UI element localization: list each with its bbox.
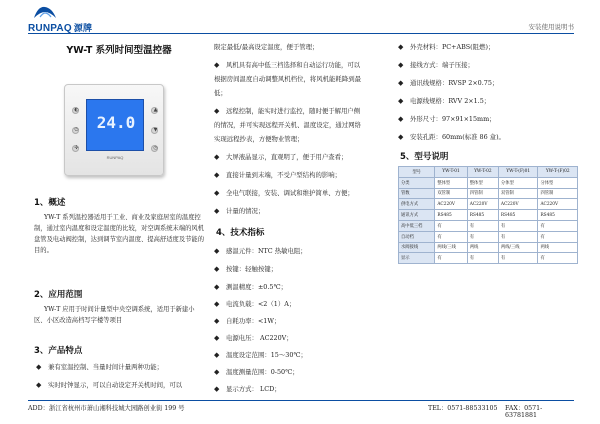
table-cell: 分体型 bbox=[538, 177, 578, 188]
table-row bbox=[399, 177, 578, 188]
table-row bbox=[399, 242, 578, 253]
bullet-icon: ◆ bbox=[398, 115, 404, 123]
bullet-icon: ◆ bbox=[214, 283, 220, 291]
spec-item: ◆ 温度设定范围：15～30℃； bbox=[214, 351, 307, 359]
table-cell: 水阀接线 bbox=[399, 242, 435, 253]
bullet-icon: ◆ bbox=[214, 171, 220, 179]
spec-item: ◆ 显示方式： LCD； bbox=[214, 385, 281, 393]
section-1-text: YW-T 系列温控器适用于工业、商业及家庭居室的温度控制，通过室内温度和设定温度的比较，对空调系统末端的风机盘管及电动阀控制，达到调节室内温度、提高舒适度及节能的目的。 bbox=[34, 214, 205, 254]
power-button-icon: ⏻ bbox=[72, 127, 79, 134]
page-footer bbox=[28, 403, 574, 419]
section-1-heading: 1、概述 bbox=[34, 198, 66, 208]
table-cell: 有 bbox=[467, 253, 498, 264]
lcd-reading: 24.0 bbox=[96, 113, 136, 132]
spec-item: ◆ 通讯线规格：RVSP 2×0.75； bbox=[398, 79, 499, 87]
section-2-heading: 2、应用范围 bbox=[34, 290, 83, 300]
table-cell: RS485 bbox=[435, 210, 467, 221]
section-4-heading: 4、技术指标 bbox=[216, 228, 265, 238]
table-cell: 有 bbox=[498, 253, 538, 264]
table-header: YW-T-(F)02 bbox=[538, 167, 578, 178]
table-cell: RS485 bbox=[538, 210, 578, 221]
table-cell: 通讯方式 bbox=[399, 210, 435, 221]
feature-item: ◆ 计量的情况； bbox=[214, 207, 265, 215]
thermostat-image bbox=[64, 84, 164, 176]
logo-text: RUNPAQ bbox=[28, 23, 72, 34]
feature-item: ◆ 风机具有高中低三档选择和自动运行功能，可以 bbox=[214, 61, 361, 69]
bullet-icon: ◆ bbox=[398, 133, 404, 141]
spec-item: ◆ 感温元件：NTC 热敏电阻； bbox=[214, 247, 307, 255]
bullet-icon: ◆ bbox=[214, 265, 220, 273]
bullet-icon: ◆ bbox=[398, 97, 404, 105]
bullet-icon: ◆ bbox=[214, 207, 220, 215]
table-row bbox=[399, 199, 578, 210]
table-cell: 整体型 bbox=[467, 177, 498, 188]
feature-item: ◆ 实时时钟显示，可以自动设定开关机时间，可以 bbox=[36, 381, 183, 389]
bullet-icon: ◆ bbox=[214, 153, 220, 161]
table-cell: 有 bbox=[538, 253, 578, 264]
up-button-icon: ▲ bbox=[151, 107, 158, 114]
table-row bbox=[399, 253, 578, 264]
table-header: 型号 bbox=[399, 167, 435, 178]
spec-item: ◆ 外壳材料：PC+ABS(阻燃)； bbox=[398, 43, 495, 51]
table-cell: 分类 bbox=[399, 177, 435, 188]
table-cell: RS485 bbox=[467, 210, 498, 221]
feature-item: ◆ 大屏液晶显示，直观明了，便于用户查看； bbox=[214, 153, 348, 161]
mode-button-icon: ◐ bbox=[72, 107, 79, 114]
feature-continuation: 低； bbox=[214, 89, 227, 97]
down-button-icon: ▼ bbox=[151, 127, 158, 134]
bullet-icon: ◆ bbox=[214, 385, 220, 393]
table-cell: AC220V bbox=[467, 199, 498, 210]
bullet-icon: ◆ bbox=[214, 247, 220, 255]
table-cell: 高中低三档 bbox=[399, 220, 435, 231]
section-2-text: YW-T 应用于时间计量型中央空调系统，适用于新建小区、小区改造高档写字楼等项目 bbox=[34, 306, 195, 324]
feature-item: ◆ 全电气联接，安装、调试和维护简单、方便； bbox=[214, 189, 354, 197]
spec-item: ◆ 接线方式：端子压接； bbox=[398, 61, 474, 69]
table-row bbox=[399, 210, 578, 221]
feature-continuation: 限定最低/最高设定温度，便于管理； bbox=[214, 43, 319, 51]
bullet-icon: ◆ bbox=[214, 317, 220, 325]
spec-item: ◆ 温度测量范围：0-50℃； bbox=[214, 368, 299, 376]
table-cell: 四管制 bbox=[467, 188, 498, 199]
model-table bbox=[398, 166, 578, 264]
logo-cn: 源牌 bbox=[73, 23, 93, 33]
footer-tel: TEL：0571-88533105 bbox=[428, 405, 498, 412]
spec-item: ◆ 自耗功率：<1W； bbox=[214, 317, 281, 325]
footer-divider bbox=[28, 400, 574, 401]
section-5-heading: 5、型号说明 bbox=[400, 152, 449, 162]
fan-button-icon: ✣ bbox=[72, 145, 79, 152]
device-brand: RUNPAQ bbox=[106, 155, 124, 160]
table-cell: 两线 bbox=[467, 242, 498, 253]
company-logo bbox=[28, 4, 118, 34]
table-row bbox=[399, 220, 578, 231]
bullet-icon: ◆ bbox=[214, 368, 220, 376]
lcd-screen bbox=[86, 99, 144, 151]
table-cell: 分体型 bbox=[498, 177, 538, 188]
table-cell: 有 bbox=[538, 220, 578, 231]
table-cell: 双管制 bbox=[498, 188, 538, 199]
table-cell: 有 bbox=[467, 231, 498, 242]
table-cell: AC220V bbox=[538, 199, 578, 210]
feature-continuation: 根据房间温度自动调整风机档位，将风机能耗降到最 bbox=[214, 75, 361, 83]
table-cell: 两线 bbox=[538, 242, 578, 253]
runpaq-logo-icon bbox=[32, 4, 58, 20]
spec-item: ◆ 安装孔距：60mm(标准 86 盒)。 bbox=[398, 133, 505, 141]
table-cell: 管数 bbox=[399, 188, 435, 199]
page-title: YW-T 系列时间型温控器 bbox=[66, 45, 172, 56]
page-header bbox=[0, 0, 600, 36]
feature-item: ◆ 兼有室温控制、当量时间计量两种功能； bbox=[36, 363, 164, 371]
spec-item: ◆ 测温精度：±0.5℃； bbox=[214, 283, 288, 291]
spec-item: ◆ 电源电压： AC220V； bbox=[214, 334, 293, 342]
bullet-icon: ◆ bbox=[398, 61, 404, 69]
bullet-icon: ◆ bbox=[398, 79, 404, 87]
table-cell: 整体型 bbox=[435, 177, 467, 188]
table-cell: 有 bbox=[498, 231, 538, 242]
spec-item: ◆ 电流负载：<2（1）A； bbox=[214, 300, 296, 308]
doc-label: 安装使用说明书 bbox=[528, 23, 574, 31]
table-cell: 有 bbox=[498, 220, 538, 231]
bullet-icon: ◆ bbox=[398, 43, 404, 51]
table-row bbox=[399, 231, 578, 242]
table-cell: 有 bbox=[435, 231, 467, 242]
header-divider bbox=[28, 33, 574, 34]
section-3-heading: 3、产品特点 bbox=[34, 346, 83, 356]
table-cell: AC220V bbox=[498, 199, 538, 210]
bullet-icon: ◆ bbox=[214, 300, 220, 308]
bullet-icon: ◆ bbox=[36, 381, 42, 389]
table-header: YW-T-01 bbox=[435, 167, 467, 178]
feature-continuation: 实现远程抄表，方便物业管理； bbox=[214, 135, 304, 143]
footer-address: ADD：浙江省杭州市萧山湘科技城大园路创业街 199 号 bbox=[28, 405, 185, 412]
bullet-icon: ◆ bbox=[214, 334, 220, 342]
table-cell: 双管制 bbox=[435, 188, 467, 199]
bullet-icon: ◆ bbox=[214, 189, 220, 197]
bullet-icon: ◆ bbox=[214, 107, 220, 115]
table-cell: 自动档 bbox=[399, 231, 435, 242]
table-cell: 四管制 bbox=[538, 188, 578, 199]
table-cell: 两线/三线 bbox=[435, 242, 467, 253]
spec-item: ◆ 电源线规格：RVV 2×1.5； bbox=[398, 97, 491, 105]
bullet-icon: ◆ bbox=[214, 351, 220, 359]
spec-item: ◆ 按键：轻触按键； bbox=[214, 265, 278, 273]
table-cell: RS485 bbox=[498, 210, 538, 221]
feature-continuation: 的情况，并可实现远程开关机、温度设定，通过网络 bbox=[214, 121, 361, 129]
table-cell: 有 bbox=[538, 231, 578, 242]
table-cell: 供电方式 bbox=[399, 199, 435, 210]
table-cell: 有 bbox=[435, 220, 467, 231]
table-cell: 两线/三线 bbox=[498, 242, 538, 253]
feature-item: ◆ 远程控制，能实时进行监控，随时便于解用户侧 bbox=[214, 107, 361, 115]
table-header: YW-T-(F)01 bbox=[498, 167, 538, 178]
bullet-icon: ◆ bbox=[36, 363, 42, 371]
spec-item: ◆ 外形尺寸：97×91×15mm； bbox=[398, 115, 496, 123]
bullet-icon: ◆ bbox=[214, 61, 220, 69]
table-cell: 有 bbox=[435, 253, 467, 264]
footer-fax: FAX：0571-63781881 bbox=[505, 405, 543, 419]
table-cell: 显示 bbox=[399, 253, 435, 264]
table-header-row bbox=[399, 167, 578, 178]
clock-button-icon: ◷ bbox=[151, 145, 158, 152]
table-cell: AC220V bbox=[435, 199, 467, 210]
table-cell: 有 bbox=[467, 220, 498, 231]
table-row bbox=[399, 188, 578, 199]
table-header: YW-T-02 bbox=[467, 167, 498, 178]
feature-item: ◆ 直接计量到末端，不受户型结构的影响； bbox=[214, 171, 342, 179]
